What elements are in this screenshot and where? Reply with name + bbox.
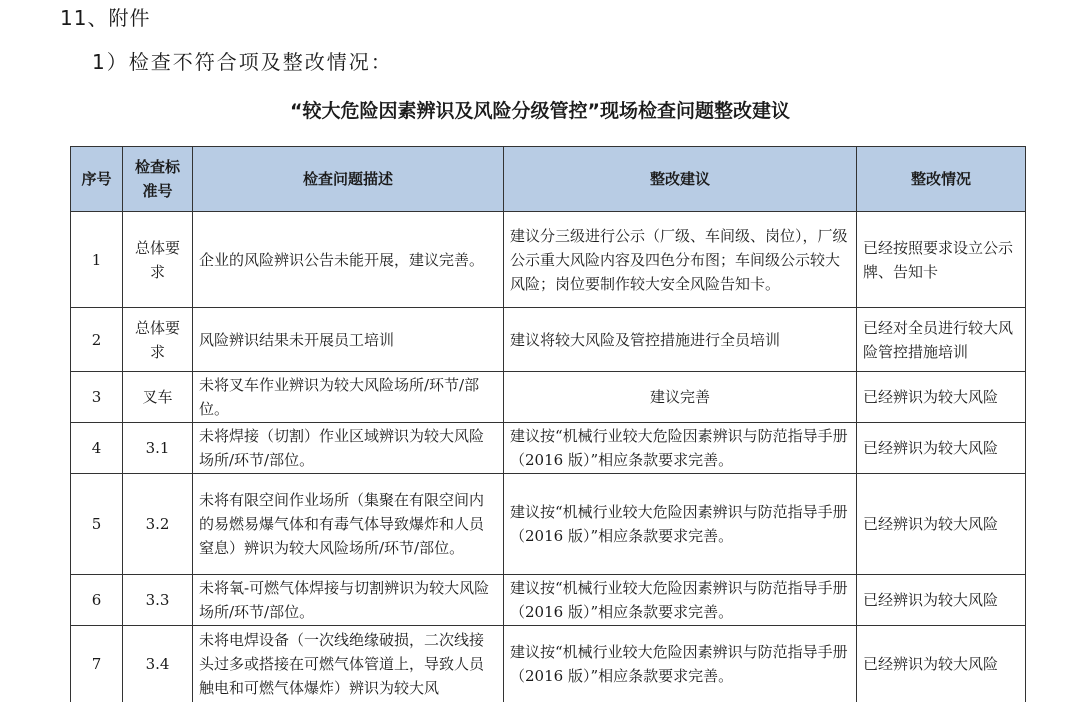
row-status: 已经辨识为较大风险 bbox=[857, 626, 1026, 702]
row-status: 已经辨识为较大风险 bbox=[857, 474, 1026, 575]
col-header-advice: 整改建议 bbox=[504, 147, 857, 212]
table-row bbox=[71, 372, 1026, 423]
row-advice: 建议按“机械行业较大危险因素辨识与防范指导手册（2016 版）”相应条款要求完善。 bbox=[504, 575, 857, 626]
row-desc: 未将电焊设备（一次线绝缘破损，二次线接头过多或搭接在可燃气体管道上，导致人员触电和可燃气体爆炸）辨识为较大风 bbox=[193, 626, 504, 702]
row-num: 5 bbox=[71, 474, 123, 575]
row-std: 叉车 bbox=[123, 372, 193, 423]
row-num: 7 bbox=[71, 626, 123, 702]
row-status: 已经按照要求设立公示牌、告知卡 bbox=[857, 212, 1026, 308]
row-status: 已经辨识为较大风险 bbox=[857, 372, 1026, 423]
row-status: 已经辨识为较大风险 bbox=[857, 575, 1026, 626]
row-advice: 建议完善 bbox=[504, 372, 857, 423]
row-advice: 建议按“机械行业较大危险因素辨识与防范指导手册（2016 版）”相应条款要求完善。 bbox=[504, 474, 857, 575]
row-advice: 建议按“机械行业较大危险因素辨识与防范指导手册（2016 版）”相应条款要求完善。 bbox=[504, 626, 857, 702]
table-header-row bbox=[71, 147, 1026, 212]
col-header-std: 检查标准号 bbox=[123, 147, 193, 212]
table-row bbox=[71, 308, 1026, 372]
col-header-desc: 检查问题描述 bbox=[193, 147, 504, 212]
row-std: 3.4 bbox=[123, 626, 193, 702]
row-std: 3.2 bbox=[123, 474, 193, 575]
row-std: 3.1 bbox=[123, 423, 193, 474]
table-row bbox=[71, 474, 1026, 575]
row-advice: 建议将较大风险及管控措施进行全员培训 bbox=[504, 308, 857, 372]
table-row bbox=[71, 423, 1026, 474]
row-desc: 未将叉车作业辨识为较大风险场所/环节/部位。 bbox=[193, 372, 504, 423]
subsection-heading: 1）检查不符合项及整改情况： bbox=[92, 50, 393, 74]
row-desc: 企业的风险辨识公告未能开展，建议完善。 bbox=[193, 212, 504, 308]
col-header-status: 整改情况 bbox=[857, 147, 1026, 212]
row-num: 6 bbox=[71, 575, 123, 626]
row-desc: 未将有限空间作业场所（集聚在有限空间内的易燃易爆气体和有毒气体导致爆炸和人员窒息）辨识为较大风险场所/环节/部位。 bbox=[193, 474, 504, 575]
row-std: 总体要求 bbox=[123, 212, 193, 308]
row-std: 3.3 bbox=[123, 575, 193, 626]
table-row bbox=[71, 212, 1026, 308]
row-advice: 建议按“机械行业较大危险因素辨识与防范指导手册（2016 版）”相应条款要求完善。 bbox=[504, 423, 857, 474]
row-status: 已经辨识为较大风险 bbox=[857, 423, 1026, 474]
row-num: 3 bbox=[71, 372, 123, 423]
row-num: 2 bbox=[71, 308, 123, 372]
table-row bbox=[71, 626, 1026, 702]
col-header-num: 序号 bbox=[71, 147, 123, 212]
row-desc: 风险辨识结果未开展员工培训 bbox=[193, 308, 504, 372]
row-advice: 建议分三级进行公示（厂级、车间级、岗位），厂级公示重大风险内容及四色分布图；车间级公示较大风险；岗位要制作较大安全风险告知卡。 bbox=[504, 212, 857, 308]
row-num: 1 bbox=[71, 212, 123, 308]
row-status: 已经对全员进行较大风险管控措施培训 bbox=[857, 308, 1026, 372]
row-std: 总体要求 bbox=[123, 308, 193, 372]
table-row bbox=[71, 575, 1026, 626]
table-title: “较大危险因素辨识及风险分级管控”现场检查问题整改建议 bbox=[290, 100, 790, 122]
section-heading: 11、附件 bbox=[60, 6, 151, 30]
row-num: 4 bbox=[71, 423, 123, 474]
issues-table bbox=[70, 146, 1026, 702]
row-desc: 未将氧-可燃气体焊接与切割辨识为较大风险场所/环节/部位。 bbox=[193, 575, 504, 626]
row-desc: 未将焊接（切割）作业区域辨识为较大风险场所/环节/部位。 bbox=[193, 423, 504, 474]
